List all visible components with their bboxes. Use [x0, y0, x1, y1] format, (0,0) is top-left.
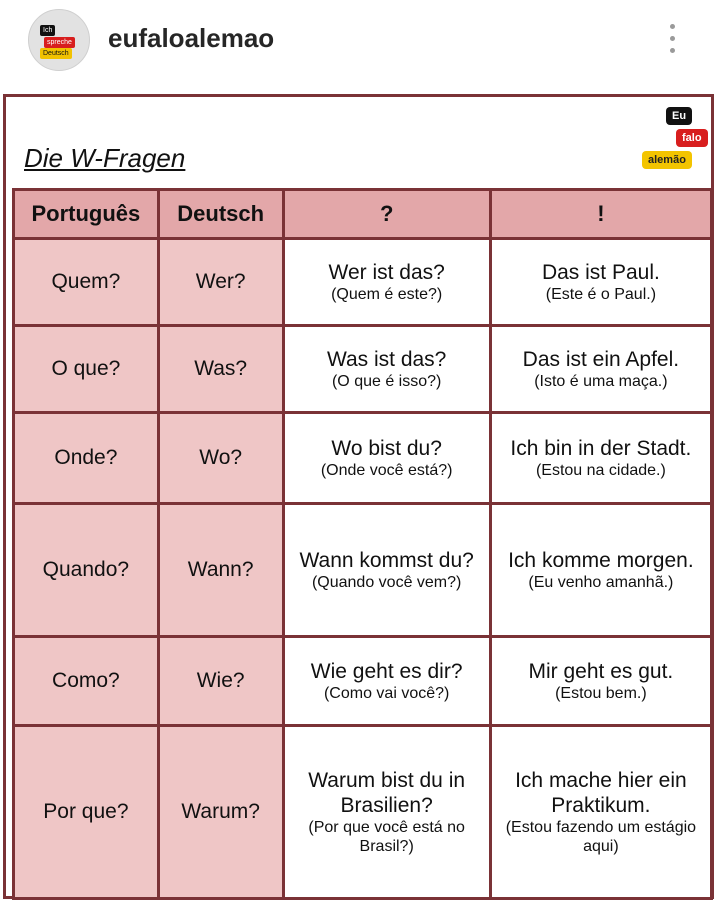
cell-question	[285, 638, 489, 724]
question-translation: (Onde você está?)	[320, 462, 453, 479]
table-row	[15, 327, 710, 411]
column-header-deutsch: Deutsch	[160, 191, 282, 237]
cell-answer	[492, 240, 710, 324]
cell-deutsch: Warum?	[160, 727, 282, 897]
cell-portugues: Quando?	[15, 505, 157, 635]
cell-answer	[492, 505, 710, 635]
cell-deutsch: Wo?	[160, 414, 282, 502]
answer-translation: (Estou na cidade.)	[535, 462, 666, 479]
answer-translation: (Este é o Paul.)	[545, 286, 657, 303]
logo-text: alemão	[642, 151, 692, 169]
answer-text: Ich mache hier ein Praktikum.	[515, 769, 687, 817]
cell-question	[285, 414, 489, 502]
logo-text: Eu	[666, 107, 692, 125]
avatar[interactable]	[28, 9, 90, 71]
question-translation: (Quando você vem?)	[311, 574, 462, 591]
answer-translation: (Isto é uma maça.)	[534, 373, 668, 390]
column-header-portugues: Português	[15, 191, 157, 237]
cell-portugues: Onde?	[15, 414, 157, 502]
answer-text: Ich komme morgen.	[508, 549, 694, 572]
question-text: Was ist das?	[326, 348, 447, 371]
question-text: Wie geht es dir?	[310, 660, 463, 683]
answer-text: Das ist ein Apfel.	[522, 348, 680, 371]
answer-translation: (Eu venho amanhã.)	[528, 574, 674, 591]
question-text: Wer ist das?	[328, 261, 445, 284]
logo	[636, 101, 714, 183]
answer-translation: (Estou bem.)	[555, 685, 647, 702]
question-translation: (Quem é este?)	[331, 286, 443, 303]
answer-text: Das ist Paul.	[541, 261, 660, 284]
cell-answer	[492, 638, 710, 724]
cell-answer	[492, 327, 710, 411]
cell-portugues: Quem?	[15, 240, 157, 324]
question-translation: (Como vai você?)	[323, 685, 450, 702]
logo-text: falo	[676, 129, 708, 147]
question-text: Wo bist du?	[331, 437, 442, 460]
table-row	[15, 414, 710, 502]
username-link[interactable]: eufaloalemao	[108, 23, 275, 53]
cell-deutsch: Wann?	[160, 505, 282, 635]
question-translation: (Por que você está no Brasil?)	[308, 819, 465, 855]
avatar-tag: spreche	[44, 37, 75, 48]
question-translation: (O que é isso?)	[331, 373, 442, 390]
cell-question	[285, 240, 489, 324]
answer-translation: (Estou fazendo um estágio aqui)	[505, 819, 697, 855]
answer-text: Ich bin in der Stadt.	[510, 437, 692, 460]
answer-text: Mir geht es gut.	[528, 660, 674, 683]
post-image	[3, 94, 714, 899]
table-row	[15, 505, 710, 635]
post-header	[0, 0, 720, 90]
cell-portugues: Como?	[15, 638, 157, 724]
cell-answer	[492, 727, 710, 897]
post-title: Die W-Fragen	[24, 143, 186, 173]
column-header-question: ?	[285, 191, 489, 237]
table-row	[15, 727, 710, 897]
cell-deutsch: Was?	[160, 327, 282, 411]
avatar-tag: Deutsch	[40, 48, 72, 59]
cell-deutsch: Wer?	[160, 240, 282, 324]
cell-question	[285, 327, 489, 411]
cell-answer	[492, 414, 710, 502]
cell-portugues: Por que?	[15, 727, 157, 897]
cell-question	[285, 727, 489, 897]
more-vertical-icon[interactable]	[662, 22, 682, 56]
w-fragen-table	[12, 188, 713, 900]
table-row	[15, 240, 710, 324]
column-header-answer: !	[492, 191, 710, 237]
cell-question	[285, 505, 489, 635]
table-row	[15, 638, 710, 724]
table-header-row	[15, 191, 710, 237]
question-text: Warum bist du in Brasilien?	[308, 769, 466, 817]
cell-deutsch: Wie?	[160, 638, 282, 724]
avatar-tag: Ich	[40, 25, 55, 36]
question-text: Wann kommst du?	[299, 549, 474, 572]
cell-portugues: O que?	[15, 327, 157, 411]
